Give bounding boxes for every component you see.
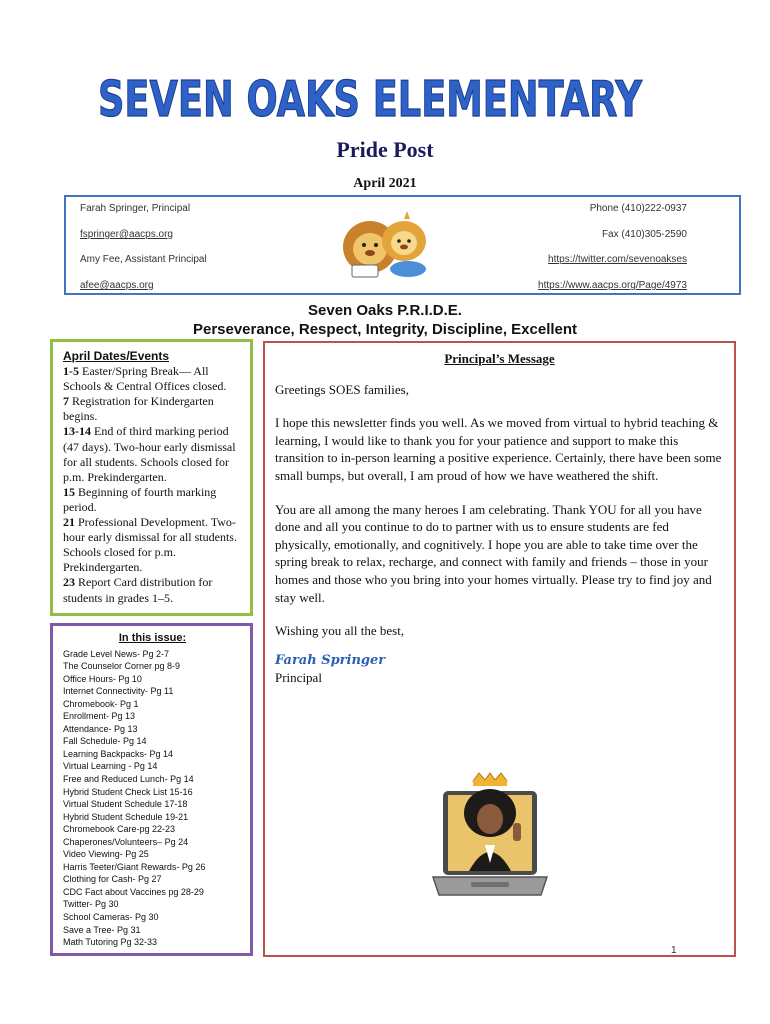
event-item: 21 Professional Development. Two-hour early dismissal for all students. Schools closed for p.m. Prekindergarten. [63,515,237,575]
issue-item: The Counselor Corner pg 8-9 [63,661,181,672]
svg-text:SEVEN OAKS ELEMENTARY: SEVEN OAKS ELEMENTARY [98,71,643,128]
issue-item: Video Viewing- Pg 25 [63,849,149,860]
issue-item: Grade Level News- Pg 2-7 [63,648,170,659]
issue-item: Internet Connectivity- Pg 11 [63,686,174,697]
message-heading: Principal’s Message [444,351,555,366]
issue-item: Office Hours- Pg 10 [63,673,142,684]
pride-title: Seven Oaks P.R.I.D.E. [308,302,462,319]
lion-mascot-image [336,207,436,285]
principal-signature: Farah Springer [275,652,386,668]
newsletter-title: Pride Post [336,137,434,162]
school-name-logo [90,66,650,144]
dates-heading: April Dates/Events [63,349,170,363]
issue-date: April 2021 [353,176,417,191]
issue-item: Fall Schedule- Pg 14 [63,736,147,747]
message-paragraph: I hope this newsletter finds you well. As we moved from virtual to hybrid teaching & learning, I would like to thank you for your patience and support to make this transition to in-person learning a positive experience. Certainly, there have been some small bumps, but overall, I am proud of how we have weathered the shift. [275,415,722,483]
principal-laptop-avatar-image [431,773,549,908]
issue-item: Chromebook- Pg 1 [63,698,139,709]
issue-item: Attendance- Pg 13 [63,723,138,734]
issue-heading: In this issue: [118,632,187,644]
issue-item: Chaperones/Volunteers– Pg 24 [63,836,189,847]
issue-item: Harris Teeter/Giant Rewards- Pg 26 [63,861,206,872]
issue-item: Enrollment- Pg 13 [63,711,136,722]
in-this-issue-box [50,623,253,956]
issue-item: Virtual Student Schedule 17-18 [63,799,188,810]
phone-number: Phone (410)222-0937 [589,203,687,214]
assistant-email-link[interactable]: afee@aacps.org [80,280,154,291]
message-closing: Wishing you all the best, [275,623,405,639]
message-greeting: Greetings SOES families, [275,381,409,397]
issue-item: Hybrid Student Check List 15-16 [63,786,193,797]
event-item: 1-5 Easter/Spring Break— All Schools & Central Offices closed. [63,364,227,394]
issue-item: Virtual Learning - Pg 14 [63,761,158,772]
issue-item: Hybrid Student Schedule 19-21 [63,811,189,822]
issue-item: CDC Fact about Vaccines pg 28-29 [63,886,204,897]
website-link[interactable]: https://www.aacps.org/Page/4973 [538,280,687,291]
issue-item: Free and Reduced Lunch- Pg 14 [63,774,194,785]
assistant-principal-name: Amy Fee, Assistant Principal [80,254,207,265]
event-item: 15 Beginning of fourth marking period. [63,484,217,514]
april-dates-box [50,339,253,616]
event-item: 23 Report Card distribution for students in grades 1–5. [63,575,213,605]
issue-item: Save a Tree- Pg 31 [63,924,141,935]
principal-title: Principal [275,670,322,686]
fax-number: Fax (410)305-2590 [601,229,687,240]
contact-box [64,195,741,295]
page-number: 1 [671,945,677,956]
twitter-link[interactable]: https://twitter.com/sevenoakses [548,254,687,265]
principal-email-link[interactable]: fspringer@aacps.org [80,229,173,240]
issue-item: Twitter- Pg 30 [63,899,119,910]
event-item: 13-14 End of third marking period (47 days). Two-hour early dismissal for all students. Schools closed for p.m. Prekindergarten. [63,424,236,484]
principal-message-box [263,341,736,957]
issue-item: Chromebook Care-pg 22-23 [63,824,176,835]
message-paragraph: You are all among the many heroes I am celebrating. Thank YOU for all you have done and all you continue to do to partner with us to ensure students are fed physically, emotionally, and cognitively. I hope you are able to take time over the spring break to relax, recharge, and connect with family and friends – those in your homes and those who you bring into your homes virtually. Please try to find joy and stay well. [275,501,712,605]
issue-item: School Cameras- Pg 30 [63,912,159,923]
issue-item: Clothing for Cash- Pg 27 [63,874,162,885]
event-item: 7 Registration for Kindergarten begins. [63,394,214,424]
issue-item: Learning Backpacks- Pg 14 [63,748,174,759]
pride-values: Perseverance, Respect, Integrity, Discipline, Excellent [192,321,578,338]
principal-name: Farah Springer, Principal [80,203,191,214]
issue-item: Math Tutoring Pg 32-33 [63,937,158,948]
